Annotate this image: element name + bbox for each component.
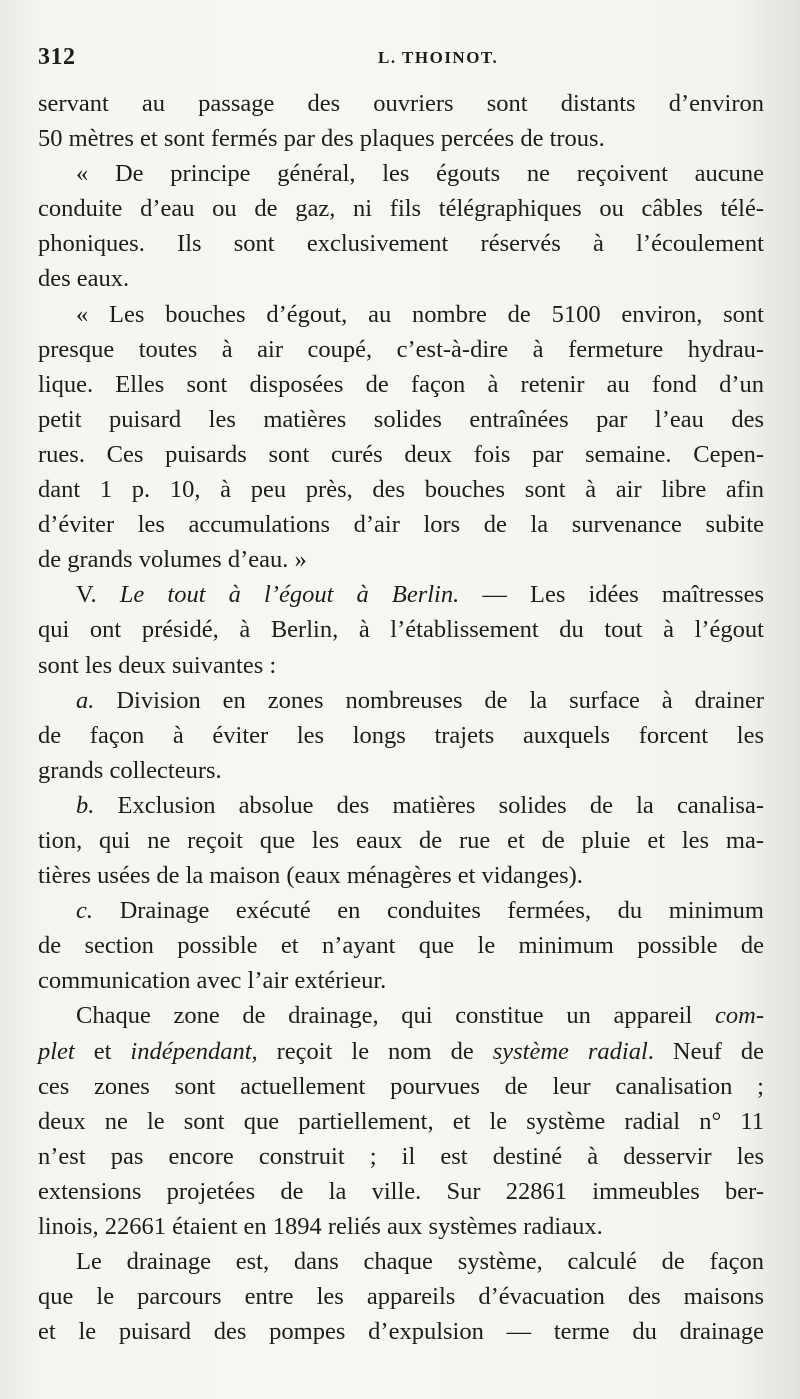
- text-line: V. Le tout à l’égout à Berlin. — Les idées maîtresses: [76, 581, 764, 609]
- text-line: des eaux.: [38, 265, 130, 293]
- text-line: ces zones sont actuellement pourvues de leur canalisation ;: [38, 1072, 764, 1100]
- text-line: presque toutes à air coupé, c’est-à-dire à fermeture hydrau-: [38, 335, 764, 363]
- text-line: Chaque zone de drainage, qui constitue un appareil com-: [76, 1002, 764, 1030]
- text-line: rues. Ces puisards sont curés deux fois par semaine. Cepen-: [38, 440, 764, 468]
- text-line: phoniques. Ils sont exclusivement réservés à l’écoulement: [38, 230, 764, 258]
- text-line: a. Division en zones nombreuses de la surface à drainer: [76, 686, 764, 714]
- text-line: qui ont présidé, à Berlin, à l’établissement du tout à l’égout: [38, 616, 764, 644]
- text-line: Le drainage est, dans chaque système, calculé de façon: [76, 1248, 764, 1276]
- text-line: linois, 22661 étaient en 1894 reliés aux systèmes radiaux.: [38, 1213, 603, 1240]
- text-line: de section possible et n’ayant que le minimum possible de: [38, 932, 764, 960]
- text-line: que le parcours entre les appareils d’évacuation des maisons: [38, 1283, 764, 1311]
- body-text: [38, 86, 764, 1349]
- running-head: L. THOINOT.: [378, 48, 499, 67]
- text-line: tion, qui ne reçoit que les eaux de rue et de pluie et les ma-: [38, 826, 764, 854]
- text-line: c. Drainage exécuté en conduites fermées, du minimum: [76, 897, 764, 925]
- text-line: conduite d’eau ou de gaz, ni fils télégraphiques ou câbles télé-: [38, 195, 764, 223]
- text-line: « De principe général, les égouts ne reçoivent aucune: [76, 160, 764, 188]
- text-line: b. Exclusion absolue des matières solides de la canalisa-: [76, 791, 764, 819]
- text-line: tières usées de la maison (eaux ménagères et vidanges).: [38, 862, 583, 890]
- text-line: d’éviter les accumulations d’air lors de la survenance subite: [38, 511, 764, 539]
- text-line: communication avec l’air extérieur.: [38, 967, 387, 995]
- text-line: dant 1 p. 10, à peu près, des bouches sont à air libre afin: [38, 476, 764, 504]
- text-line: plet et indépendant, reçoit le nom de système radial. Neuf de: [38, 1037, 764, 1065]
- text-line: sont les deux suivantes :: [38, 651, 277, 679]
- text-line: servant au passage des ouvriers sont distants d’environ: [38, 90, 764, 117]
- text-line: deux ne le sont que partiellement, et le système radial n° 11: [38, 1107, 764, 1135]
- text-line: 50 mètres et sont fermés par des plaques percées de trous.: [38, 125, 605, 153]
- text-line: lique. Elles sont disposées de façon à retenir au fond d’un: [38, 370, 764, 398]
- text-line: n’est pas encore construit ; il est destiné à desservir les: [38, 1142, 764, 1170]
- text-line: grands collecteurs.: [38, 756, 222, 784]
- text-line: et le puisard des pompes d’expulsion — terme du drainage: [38, 1318, 764, 1346]
- text-line: de grands volumes d’eau. »: [38, 546, 307, 574]
- page-header: [38, 36, 758, 76]
- page-number: 312: [38, 44, 76, 70]
- text-line: petit puisard les matières solides entraînées par l’eau des: [38, 405, 764, 433]
- text-line: extensions projetées de la ville. Sur 22861 immeubles ber-: [38, 1177, 764, 1205]
- text-line: de façon à éviter les longs trajets auxquels forcent les: [38, 721, 764, 749]
- text-line: « Les bouches d’égout, au nombre de 5100 environ, sont: [76, 300, 764, 328]
